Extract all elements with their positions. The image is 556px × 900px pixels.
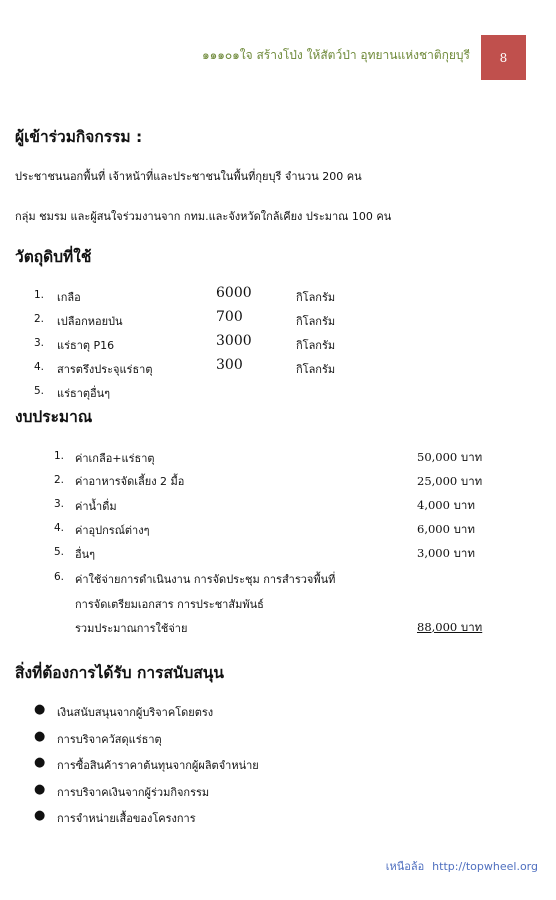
- bullet-icon: ●: [34, 729, 46, 744]
- budget-item-name: ค่าอาหารจัดเลี้ยง 2 มื้อ: [75, 475, 185, 488]
- material-unit: กิโลกรัม: [296, 363, 336, 376]
- support-item: การบริจาควัสดุแร่ธาตุ: [57, 733, 162, 746]
- material-qty: 6000: [216, 285, 252, 301]
- budget-item-continuation: การจัดเตรียมเอกสาร การประชาสัมพันธ์: [75, 598, 264, 611]
- budget-item-name: อื่นๆ: [75, 548, 96, 561]
- material-name: เกลือ: [57, 291, 81, 304]
- material-qty: 3000: [216, 333, 252, 349]
- page-number: 8: [499, 50, 508, 65]
- budget-item-name: ค่าใช้จ่ายการดำเนินงาน การจัดประชุม การสำรวจพื้นที่: [75, 573, 336, 586]
- participants-line-1: ประชาชนนอกพื้นที่ เจ้าหน้าที่และประชาชนในพื้นที่กุยบุรี จำนวน 200 คน: [15, 170, 362, 183]
- budget-item-amount: 4,000 บาท: [417, 498, 475, 512]
- material-num: 5.: [33, 385, 44, 397]
- bullet-icon: ●: [34, 755, 46, 770]
- participants-heading: ผู้เข้าร่วมกิจกรรม :: [15, 128, 143, 146]
- material-qty: 700: [216, 309, 243, 325]
- support-heading: สิ่งที่ต้องการได้รับ การสนับสนุน: [15, 664, 224, 682]
- material-unit: กิโลกรัม: [296, 339, 336, 352]
- material-unit: กิโลกรัม: [296, 315, 336, 328]
- budget-total-amount: 88,000 บาท: [417, 620, 483, 634]
- budget-total-label: รวมประมาณการใช้จ่าย: [75, 622, 188, 635]
- footer-brand: เหนือล้อ: [385, 860, 425, 873]
- bullet-icon: ●: [34, 702, 46, 717]
- material-name: เปลือกหอยป่น: [57, 315, 123, 328]
- support-item: การซื้อสินค้าราคาต้นทุนจากผู้ผลิตจำหน่าย: [57, 759, 259, 772]
- materials-heading: วัตถุดิบที่ใช้: [15, 248, 92, 266]
- footer: [386, 857, 538, 875]
- page-number-badge: [481, 35, 526, 80]
- budget-item-name: ค่าเกลือ+แร่ธาตุ: [75, 452, 155, 465]
- footer-url-link[interactable]: http://topwheel.org: [432, 860, 538, 873]
- budget-num: 4.: [53, 522, 64, 534]
- material-num: 2.: [33, 313, 44, 325]
- budget-num: 2.: [53, 474, 64, 486]
- material-num: 3.: [33, 337, 44, 349]
- support-item: เงินสนับสนุนจากผู้บริจาคโดยตรง: [57, 706, 214, 719]
- header-title: ๑๑๑๐๑ใจ สร้างโป่ง ให้สัตว์ป่า อุทยานแห่งชาติกุยบุรี: [201, 48, 470, 62]
- budget-num: 5.: [53, 546, 64, 558]
- material-name: แร่ธาตุอื่นๆ: [57, 387, 111, 400]
- material-name: แร่ธาตุ P16: [57, 339, 115, 352]
- budget-item-amount: 6,000 บาท: [417, 522, 475, 536]
- budget-heading: งบประมาณ: [15, 408, 93, 426]
- material-num: 1.: [33, 289, 44, 301]
- budget-item-name: ค่าอุปกรณ์ต่างๆ: [75, 524, 150, 537]
- material-unit: กิโลกรัม: [296, 291, 336, 304]
- material-qty: 300: [216, 357, 243, 373]
- budget-item-amount: 50,000 บาท: [417, 450, 483, 464]
- support-item: การบริจาคเงินจากผู้ร่วมกิจกรรม: [57, 786, 210, 799]
- budget-item-amount: 25,000 บาท: [417, 474, 483, 488]
- budget-item-amount: 3,000 บาท: [417, 546, 475, 560]
- material-num: 4.: [33, 361, 44, 373]
- support-item: การจำหน่ายเสื้อของโครงการ: [57, 812, 196, 825]
- material-name: สารตรึงประจุแร่ธาตุ: [57, 363, 153, 376]
- budget-num: 1.: [53, 450, 64, 462]
- participants-line-2: กลุ่ม ชมรม และผู้สนใจร่วมงานจาก กทม.และจังหวัดใกล้เคียง ประมาณ 100 คน: [15, 210, 392, 223]
- bullet-icon: ●: [34, 782, 46, 797]
- budget-num: 6.: [53, 571, 64, 583]
- bullet-icon: ●: [34, 808, 46, 823]
- budget-num: 3.: [53, 498, 64, 510]
- budget-item-name: ค่าน้ำดื่ม: [75, 500, 117, 513]
